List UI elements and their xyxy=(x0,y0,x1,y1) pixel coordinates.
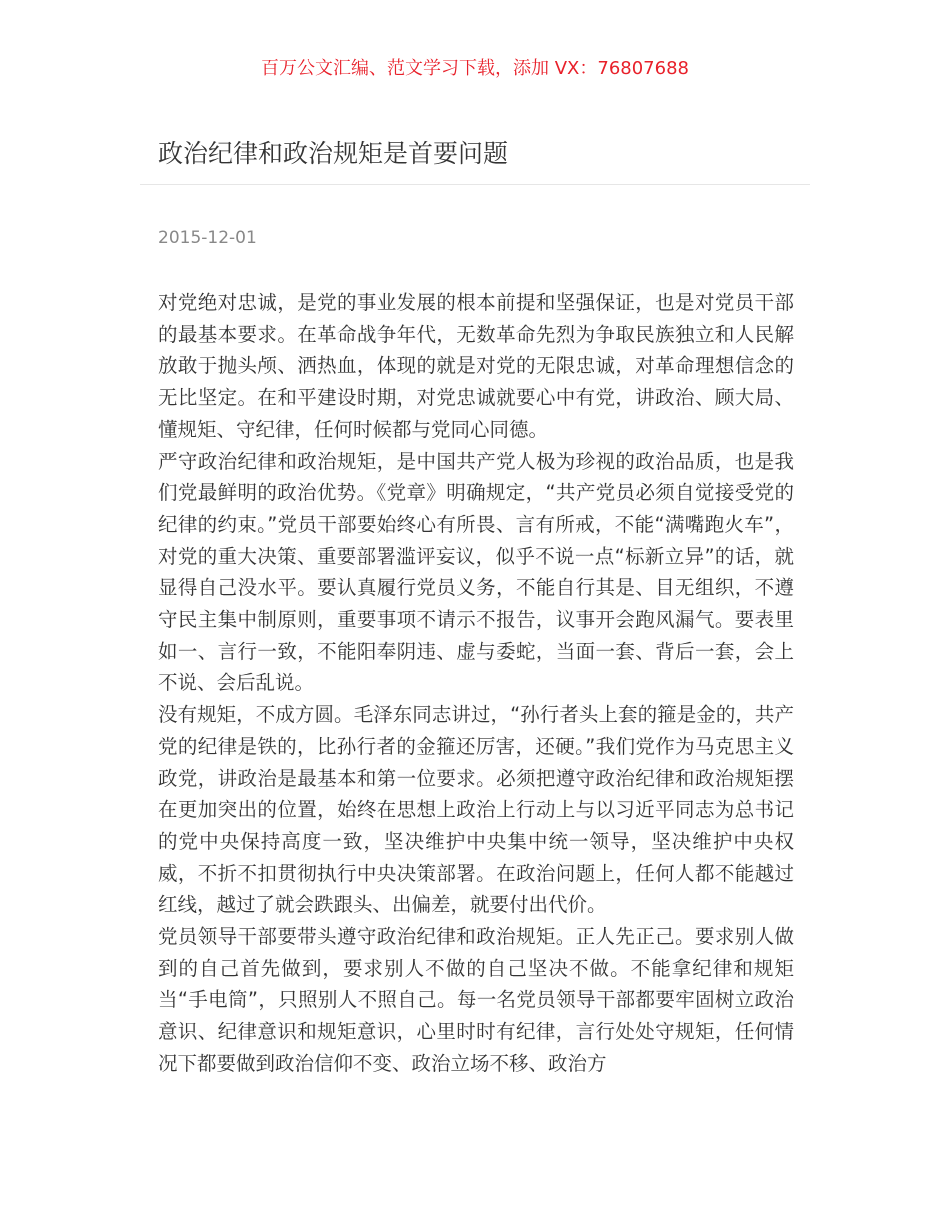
paragraph: 没有规矩，不成方圆。毛泽东同志讲过，“孙行者头上套的箍是金的，共产党的纪律是铁的，比孙行者的金箍还厉害，还硬。”我们党作为马克思主义政党，讲政治是最基本和第一位要求。必须把遵守政治纪律和政治规矩摆在更加突出的位置，始终在思想上政治上行动上与以习近平同志为总书记的党中央保持高度一致，坚决维护中央集中统一领导，坚决维护中央权威，不折不扣贯彻执行中央决策部署。在政治问题上，任何人都不能越过红线，越过了就会跌跟头、出偏差，就要付出代价。 xyxy=(158,703,794,917)
paragraph: 对党绝对忠诚，是党的事业发展的根本前提和坚强保证，也是对党员干部的最基本要求。在革命战争年代，无数革命先烈为争取民族独立和人民解放敢于抛头颅、洒热血，体现的就是对党的无限忠诚，对革命理想信念的无比坚定。在和平建设时期，对党忠诚就要心中有党，讲政治、顾大局、懂规矩、守纪律，任何时候都与党同心同德。 xyxy=(158,291,794,441)
paragraph: 党员领导干部要带头遵守政治纪律和政治规矩。正人先正己。要求别人做到的自己首先做到，要求别人不做的自己坚决不做。不能拿纪律和规矩当“手电筒”，只照别人不照自己。每一名党员领导干部都要牢固树立政治意识、纪律意识和规矩意识，心里时时有纪律，言行处处守规矩，任何情况下都要做到政治信仰不变、政治立场不移、政治方 xyxy=(158,925,794,1075)
promo-banner: 百万公文汇编、范文学习下载，添加 VX：76807688 xyxy=(261,58,689,79)
title-divider xyxy=(140,184,810,185)
article-body xyxy=(158,287,794,1080)
publish-date: 2015-12-01 xyxy=(158,228,257,248)
paragraph: 严守政治纪律和政治规矩，是中国共产党人极为珍视的政治品质，也是我们党最鲜明的政治优势。《党章》明确规定，“共产党员必须自觉接受党的纪律的约束。”党员干部要始终心有所畏、言有所戒，不能“满嘴跑火车”，对党的重大决策、重要部署滥评妄议，似乎不说一点“标新立异”的话，就显得自己没水平。要认真履行党员义务，不能自行其是、目无组织，不遵守民主集中制原则，重要事项不请示不报告，议事开会跑风漏气。要表里如一、言行一致，不能阳奉阴违、虚与委蛇，当面一套、背后一套，会上不说、会后乱说。 xyxy=(158,449,794,695)
article-title: 政治纪律和政治规矩是首要问题 xyxy=(158,139,509,168)
